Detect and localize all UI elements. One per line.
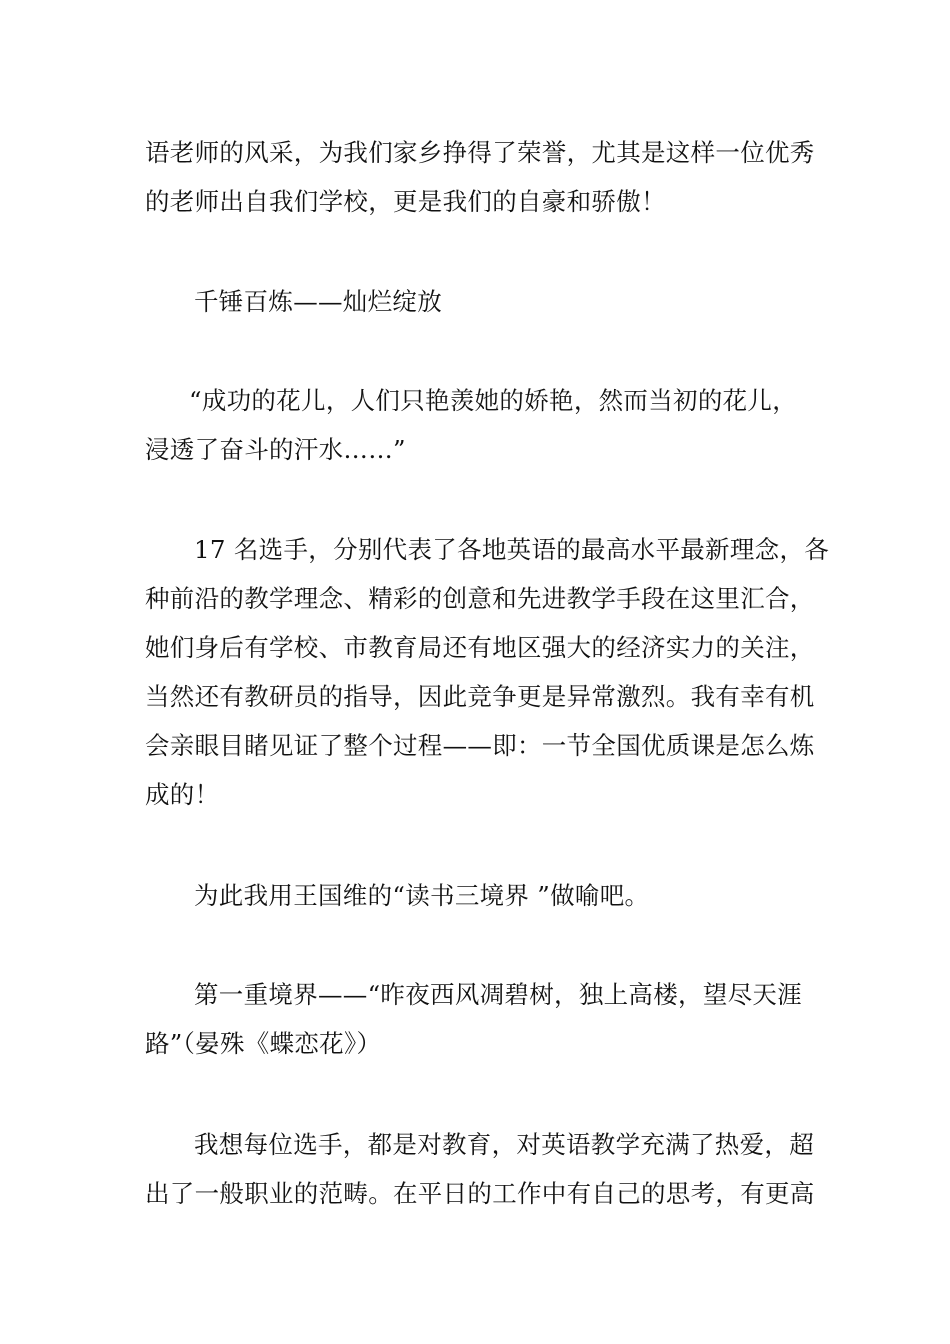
text-line: 出了一般职业的范畴。在平日的工作中有自己的思考，有更高 <box>145 1179 815 1208</box>
text-line: 为此我用王国维的“读书三境界 ”做喻吧。 <box>194 881 650 910</box>
paragraph-2-section-heading <box>145 277 805 326</box>
text-line: 路”（晏殊《蝶恋花》） <box>145 1029 382 1058</box>
text-line: 浸透了奋斗的汗水……” <box>145 435 406 464</box>
text-line: 种前沿的教学理念、精彩的创意和先进教学手段在这里汇合， <box>145 584 815 613</box>
paragraph-5 <box>145 871 805 920</box>
text-line: 当然还有教研员的指导，因此竞争更是异常激烈。我有幸有机 <box>145 682 815 711</box>
text-line: 会亲眼目睹见证了整个过程——即：一节全国优质课是怎么炼 <box>145 731 815 760</box>
section-heading: 千锤百炼——灿烂绽放 <box>194 287 442 316</box>
text-line: 成的！ <box>145 780 220 809</box>
text-line: 的老师出自我们学校，更是我们的自豪和骄傲！ <box>145 187 666 216</box>
text-line: 我想每位选手，都是对教育，对英语教学充满了热爱，超 <box>194 1130 814 1159</box>
paragraph-4 <box>145 525 830 819</box>
paragraph-7 <box>145 1120 815 1218</box>
text-line: “成功的花儿，人们只艳羡她的娇艳，然而当初的花儿， <box>189 386 798 415</box>
text-line: 她们身后有学校、市教育局还有地区强大的经济实力的关注， <box>145 633 815 662</box>
text-line: 语老师的风采，为我们家乡挣得了荣誉，尤其是这样一位优秀 <box>145 138 815 167</box>
text-line: 第一重境界——“昨夜西风凋碧树，独上高楼，望尽天涯 <box>194 980 803 1009</box>
text-line: 17 名选手，分别代表了各地英语的最高水平最新理念，各 <box>194 535 830 564</box>
paragraph-1 <box>145 128 815 226</box>
paragraph-6 <box>145 970 805 1068</box>
paragraph-3-quote <box>145 376 805 474</box>
